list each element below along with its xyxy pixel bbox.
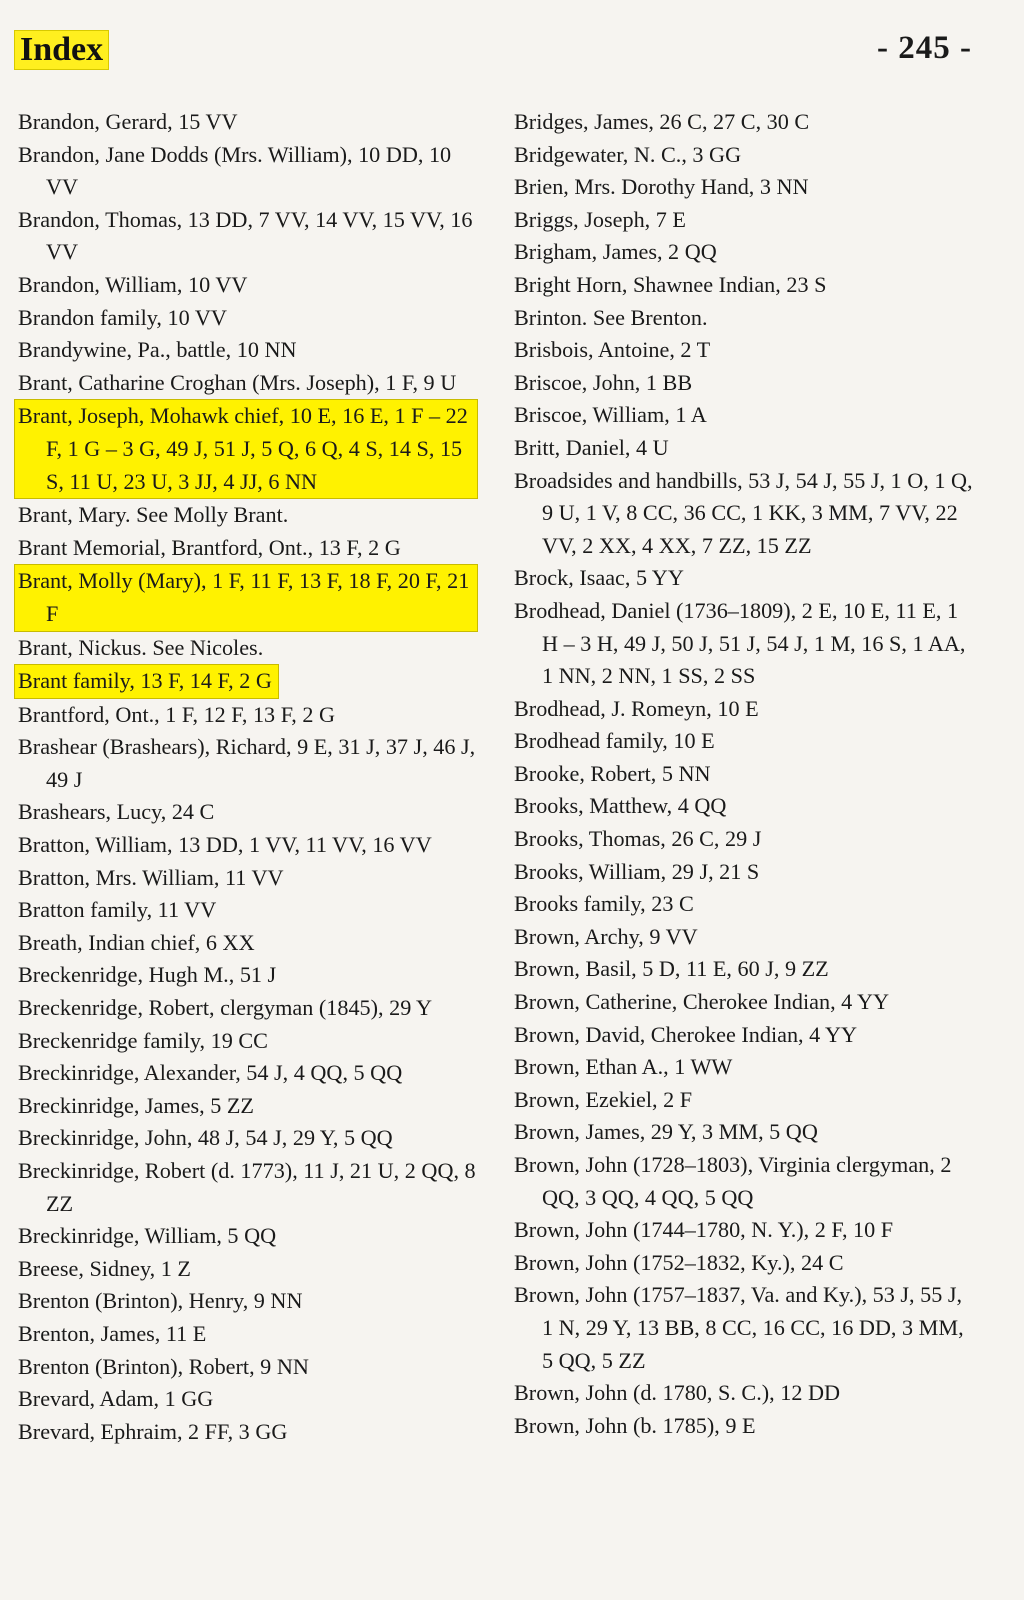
index-entry: Brandon family, 10 VV bbox=[18, 304, 227, 330]
index-entry: Brant, Catharine Croghan (Mrs. Joseph), 1 F, 9 U bbox=[18, 369, 457, 395]
index-entry: Breath, Indian chief, 6 XX bbox=[18, 929, 255, 955]
index-entry: Brown, James, 29 Y, 3 MM, 5 QQ bbox=[514, 1119, 818, 1145]
index-entry: Brandon, Gerard, 15 VV bbox=[18, 109, 238, 134]
index-entry: Bratton family, 11 VV bbox=[18, 897, 217, 923]
index-entry: Breckenridge, Robert, clergyman (1845), 29 Y bbox=[18, 995, 433, 1021]
index-entry: Bratton, Mrs. William, 11 VV bbox=[18, 864, 284, 890]
index-entry: Brown, John (1744–1780, N. Y.), 2 F, 10 F bbox=[514, 1217, 894, 1243]
index-entry: Brooke, Robert, 5 NN bbox=[514, 760, 711, 786]
index-entry: Brock, Isaac, 5 YY bbox=[514, 565, 684, 591]
index-entry: Brown, John (d. 1780, S. C.), 12 DD bbox=[514, 1380, 841, 1406]
index-entry: Breckinridge, John, 48 J, 54 J, 29 Y, 5 QQ bbox=[18, 1125, 393, 1151]
index-entry: Bratton, William, 13 DD, 1 VV, 11 VV, 16 VV bbox=[18, 832, 432, 858]
index-entry: Brandon, Jane Dodds (Mrs. William), 10 DD, 10 VV bbox=[18, 141, 452, 200]
index-entry-highlighted: Brant, Joseph, Mohawk chief, 10 E, 16 E, 1 F – 22 F, 1 G – 3 G, 49 J, 51 J, 5 Q, 6 Q, 4 S, 14 S, 15 S, 11 U, 23 U, 3 JJ, 4 JJ, 6 NN bbox=[14, 399, 478, 499]
index-entry: Breckenridge, Hugh M., 51 J bbox=[18, 962, 277, 988]
index-entry: Breckinridge, William, 5 QQ bbox=[18, 1223, 277, 1249]
index-entry: Bridgewater, N. C., 3 GG bbox=[514, 141, 742, 167]
index-entry: Bright Horn, Shawnee Indian, 23 S bbox=[514, 271, 827, 297]
index-entry: Brigham, James, 2 QQ bbox=[514, 239, 717, 265]
index-column-left bbox=[18, 106, 480, 1448]
index-entry: Britt, Daniel, 4 U bbox=[514, 434, 669, 460]
index-entry: Brown, John (b. 1785), 9 E bbox=[514, 1412, 756, 1438]
index-entry: Bridges, James, 26 C, 27 C, 30 C bbox=[514, 109, 810, 134]
page-number: - 245 - bbox=[877, 30, 972, 66]
index-entry: Broadsides and handbills, 53 J, 54 J, 55 J, 1 O, 1 Q, 9 U, 1 V, 8 CC, 36 CC, 1 KK, 3 MM, 7 VV, 22 VV, 2 XX, 4 XX, 7 ZZ, 15 ZZ bbox=[514, 467, 973, 558]
index-entry: Brien, Mrs. Dorothy Hand, 3 NN bbox=[514, 174, 809, 200]
index-entry: Brooks family, 23 C bbox=[514, 891, 694, 917]
index-entry: Brodhead, Daniel (1736–1809), 2 E, 10 E, 11 E, 1 H – 3 H, 49 J, 50 J, 51 J, 54 J, 1 M, 16 S, 1 AA, 1 NN, 2 NN, 1 SS, 2 SS bbox=[514, 597, 966, 689]
index-entry: Brown, Archy, 9 VV bbox=[514, 923, 698, 949]
index-entry: Breckinridge, Alexander, 54 J, 4 QQ, 5 QQ bbox=[18, 1060, 403, 1086]
index-entry: Briscoe, John, 1 BB bbox=[514, 369, 693, 395]
index-entry: Brant, Nickus. See Nicoles. bbox=[18, 634, 264, 660]
index-column-right bbox=[514, 106, 974, 1442]
index-entry: Brown, John (1752–1832, Ky.), 24 C bbox=[514, 1249, 844, 1275]
index-entry: Brevard, Ephraim, 2 FF, 3 GG bbox=[18, 1418, 288, 1444]
page-header bbox=[0, 0, 1024, 90]
index-entry: Brant Memorial, Brantford, Ont., 13 F, 2 G bbox=[18, 534, 401, 560]
index-entry: Brisbois, Antoine, 2 T bbox=[514, 337, 711, 363]
index-entry: Brinton. See Brenton. bbox=[514, 304, 708, 330]
index-entry: Brenton (Brinton), Henry, 9 NN bbox=[18, 1288, 303, 1314]
index-entry: Breckenridge family, 19 CC bbox=[18, 1027, 268, 1053]
index-entry: Briggs, Joseph, 7 E bbox=[514, 206, 686, 232]
index-entry: Brandon, William, 10 VV bbox=[18, 271, 248, 297]
index-entry: Brooks, Matthew, 4 QQ bbox=[514, 793, 727, 819]
index-entry: Brown, David, Cherokee Indian, 4 YY bbox=[514, 1021, 858, 1047]
index-entry: Brown, John (1757–1837, Va. and Ky.), 53 J, 55 J, 1 N, 29 Y, 13 BB, 8 CC, 16 CC, 16 DD, 3 MM, 5 QQ, 5 ZZ bbox=[514, 1282, 964, 1373]
index-entry: Brenton, James, 11 E bbox=[18, 1320, 207, 1346]
section-title: Index bbox=[14, 30, 109, 70]
index-entry: Brown, Ezekiel, 2 F bbox=[514, 1086, 693, 1112]
index-entry-highlighted: Brant family, 13 F, 14 F, 2 G bbox=[14, 664, 279, 699]
index-entry: Briscoe, William, 1 A bbox=[514, 402, 707, 428]
index-entry: Brown, Ethan A., 1 WW bbox=[514, 1054, 733, 1080]
index-entry: Brantford, Ont., 1 F, 12 F, 13 F, 2 G bbox=[18, 701, 336, 727]
index-entry: Brodhead family, 10 E bbox=[514, 728, 715, 754]
index-entry: Brandon, Thomas, 13 DD, 7 VV, 14 VV, 15 VV, 16 VV bbox=[18, 206, 473, 265]
index-entry: Brashears, Lucy, 24 C bbox=[18, 799, 215, 825]
index-entry: Brenton (Brinton), Robert, 9 NN bbox=[18, 1353, 309, 1379]
index-entry: Brandywine, Pa., battle, 10 NN bbox=[18, 337, 297, 363]
index-entry: Brant, Mary. See Molly Brant. bbox=[18, 502, 289, 528]
index-entry: Brown, Catherine, Cherokee Indian, 4 YY bbox=[514, 989, 890, 1015]
index-entry-highlighted: Brant, Molly (Mary), 1 F, 11 F, 13 F, 18 F, 20 F, 21 F bbox=[14, 564, 478, 631]
index-entry: Brooks, Thomas, 26 C, 29 J bbox=[514, 826, 762, 852]
index-entry: Breckinridge, Robert (d. 1773), 11 J, 21 U, 2 QQ, 8 ZZ bbox=[18, 1158, 476, 1216]
index-entry: Brashear (Brashears), Richard, 9 E, 31 J, 37 J, 46 J, 49 J bbox=[18, 734, 476, 792]
index-entry: Brown, Basil, 5 D, 11 E, 60 J, 9 ZZ bbox=[514, 956, 829, 982]
index-entry: Brodhead, J. Romeyn, 10 E bbox=[514, 695, 759, 721]
index-entry: Breese, Sidney, 1 Z bbox=[18, 1255, 191, 1281]
index-entry: Brooks, William, 29 J, 21 S bbox=[514, 858, 760, 884]
index-entry: Breckinridge, James, 5 ZZ bbox=[18, 1092, 254, 1118]
index-entry: Brown, John (1728–1803), Virginia clergyman, 2 QQ, 3 QQ, 4 QQ, 5 QQ bbox=[514, 1152, 952, 1210]
index-entry: Brevard, Adam, 1 GG bbox=[18, 1386, 214, 1412]
